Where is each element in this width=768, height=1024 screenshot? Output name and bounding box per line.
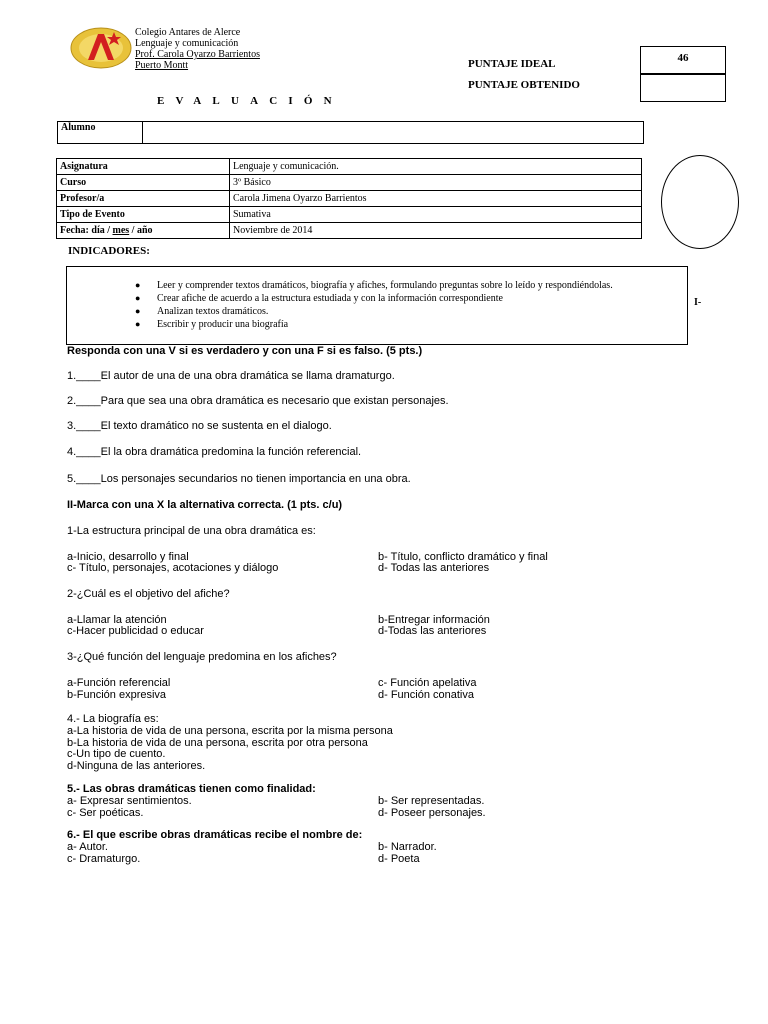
option-b: b-Función expresiva (67, 689, 167, 701)
section1-heading: Responda con una V si es verdadero y con una F si es falso. (5 pts.) (67, 345, 423, 357)
option-a: a- Autor. (67, 841, 108, 853)
score-obtained-label: PUNTAJE OBTENIDO (468, 79, 580, 91)
question-text: 2-¿Cuál es el objetivo del afiche? (67, 588, 230, 600)
info-label: Profesor/a (57, 191, 230, 207)
tf-item: 4.____El la obra dramática predomina la función referencial. (67, 446, 362, 458)
bullet-icon: ● (135, 319, 141, 329)
option-a: a-Llamar la atención (67, 614, 167, 626)
option-d: d- Todas las anteriores (378, 562, 490, 574)
info-label-date: Fecha: día / mes / año (57, 223, 230, 239)
info-value: Sumativa (230, 207, 642, 223)
info-table (56, 158, 642, 239)
option-a: a-La historia de vida de una persona, escrita por la misma persona (67, 725, 393, 737)
table-row (57, 175, 642, 191)
school-name: Colegio Antares de Alerce (135, 27, 241, 38)
indicator-text: Crear afiche de acuerdo a la estructura estudiada y con la información correspondiente (157, 293, 503, 304)
option-b: b-Entregar información (378, 614, 490, 626)
question-text: 4.- La biografía es: (67, 713, 159, 725)
indicators-list (67, 279, 687, 331)
list-item (67, 305, 687, 318)
option-d: d- Poseer personajes. (378, 807, 486, 819)
option-b: b- Título, conflicto dramático y final (378, 551, 548, 563)
score-ideal-value: 46 (677, 52, 689, 64)
question-text: 5.- Las obras dramáticas tienen como finalidad: (67, 783, 316, 795)
option-d: d-Ninguna de las anteriores. (67, 760, 206, 772)
info-label: Curso (57, 175, 230, 191)
section-marker: I- (694, 297, 702, 308)
section2-heading: II-Marca con una X la alternativa correcta. (1 pts. c/u) (67, 499, 343, 511)
info-value: Lenguaje y comunicación. (230, 159, 642, 175)
option-d: d-Todas las anteriores (378, 625, 487, 637)
school-logo (70, 26, 132, 70)
score-ideal-label: PUNTAJE IDEAL (468, 58, 556, 70)
indicators-box (66, 266, 688, 345)
list-item (67, 318, 687, 331)
question-text: 3-¿Qué función del lenguaje predomina en los afiches? (67, 651, 337, 663)
info-value: Carola Jimena Oyarzo Barrientos (230, 191, 642, 207)
score-obtained-box[interactable] (640, 74, 726, 102)
option-a: a- Expresar sentimientos. (67, 795, 192, 807)
indicator-text: Leer y comprender textos dramáticos, biografía y afiches, formulando preguntas sobre lo leído y respondiéndolas. (157, 280, 613, 291)
info-label: Asignatura (57, 159, 230, 175)
tf-item: 2.____Para que sea una obra dramática es necesario que existan personajes. (67, 395, 449, 407)
indicator-text: Escribir y producir una biografía (157, 319, 289, 330)
info-value: Noviembre de 2014 (230, 223, 642, 239)
score-ideal-box (640, 46, 726, 74)
option-c: c- Ser poéticas. (67, 807, 144, 819)
option-d: d- Función conativa (378, 689, 474, 701)
table-row (57, 159, 642, 175)
bullet-icon: ● (135, 293, 141, 303)
table-row (57, 223, 642, 239)
school-subject: Lenguaje y comunicación (135, 38, 239, 49)
option-b: b- Ser representadas. (378, 795, 485, 807)
option-b: b- Narrador. (378, 841, 437, 853)
student-label: Alumno (58, 122, 143, 144)
tf-item: 5.____Los personajes secundarios no tienen importancia en una obra. (67, 473, 411, 485)
school-teacher: Prof. Carola Oyarzo Barrientos (135, 49, 260, 60)
list-item (67, 292, 687, 305)
school-city: Puerto Montt (135, 60, 189, 71)
tf-item: 1.____El autor de una de una obra dramática se llama dramaturgo. (67, 370, 395, 382)
option-b: b-La historia de vida de una persona, escrita por otra persona (67, 737, 368, 749)
photo-circle (661, 155, 739, 249)
option-d: d- Poeta (378, 853, 420, 865)
option-c: c- Dramaturgo. (67, 853, 141, 865)
table-row (57, 207, 642, 223)
bullet-icon: ● (135, 306, 141, 316)
bullet-icon: ● (135, 280, 141, 290)
option-c: c-Hacer publicidad o educar (67, 625, 204, 637)
question-text: 6.- El que escribe obras dramáticas recibe el nombre de: (67, 829, 363, 841)
indicator-text: Analizan textos dramáticos. (157, 306, 269, 317)
list-item (67, 279, 687, 292)
tf-item: 3.____El texto dramático no se sustenta en el dialogo. (67, 420, 332, 432)
info-label: Tipo de Evento (57, 207, 230, 223)
school-info (135, 27, 260, 71)
student-table (57, 121, 644, 144)
option-c: c-Un tipo de cuento. (67, 748, 166, 760)
option-a: a-Función referencial (67, 677, 171, 689)
option-c: c- Título, personajes, acotaciones y diálogo (67, 562, 279, 574)
indicators-title: INDICADORES: (68, 245, 150, 257)
info-value: 3º Básico (230, 175, 642, 191)
question-text: 1-La estructura principal de una obra dramática es: (67, 525, 316, 537)
option-c: c- Función apelativa (378, 677, 477, 689)
table-row (57, 191, 642, 207)
student-field[interactable] (143, 122, 644, 144)
option-a: a-Inicio, desarrollo y final (67, 551, 189, 563)
page-title: EVALUACIÓN (157, 95, 343, 107)
